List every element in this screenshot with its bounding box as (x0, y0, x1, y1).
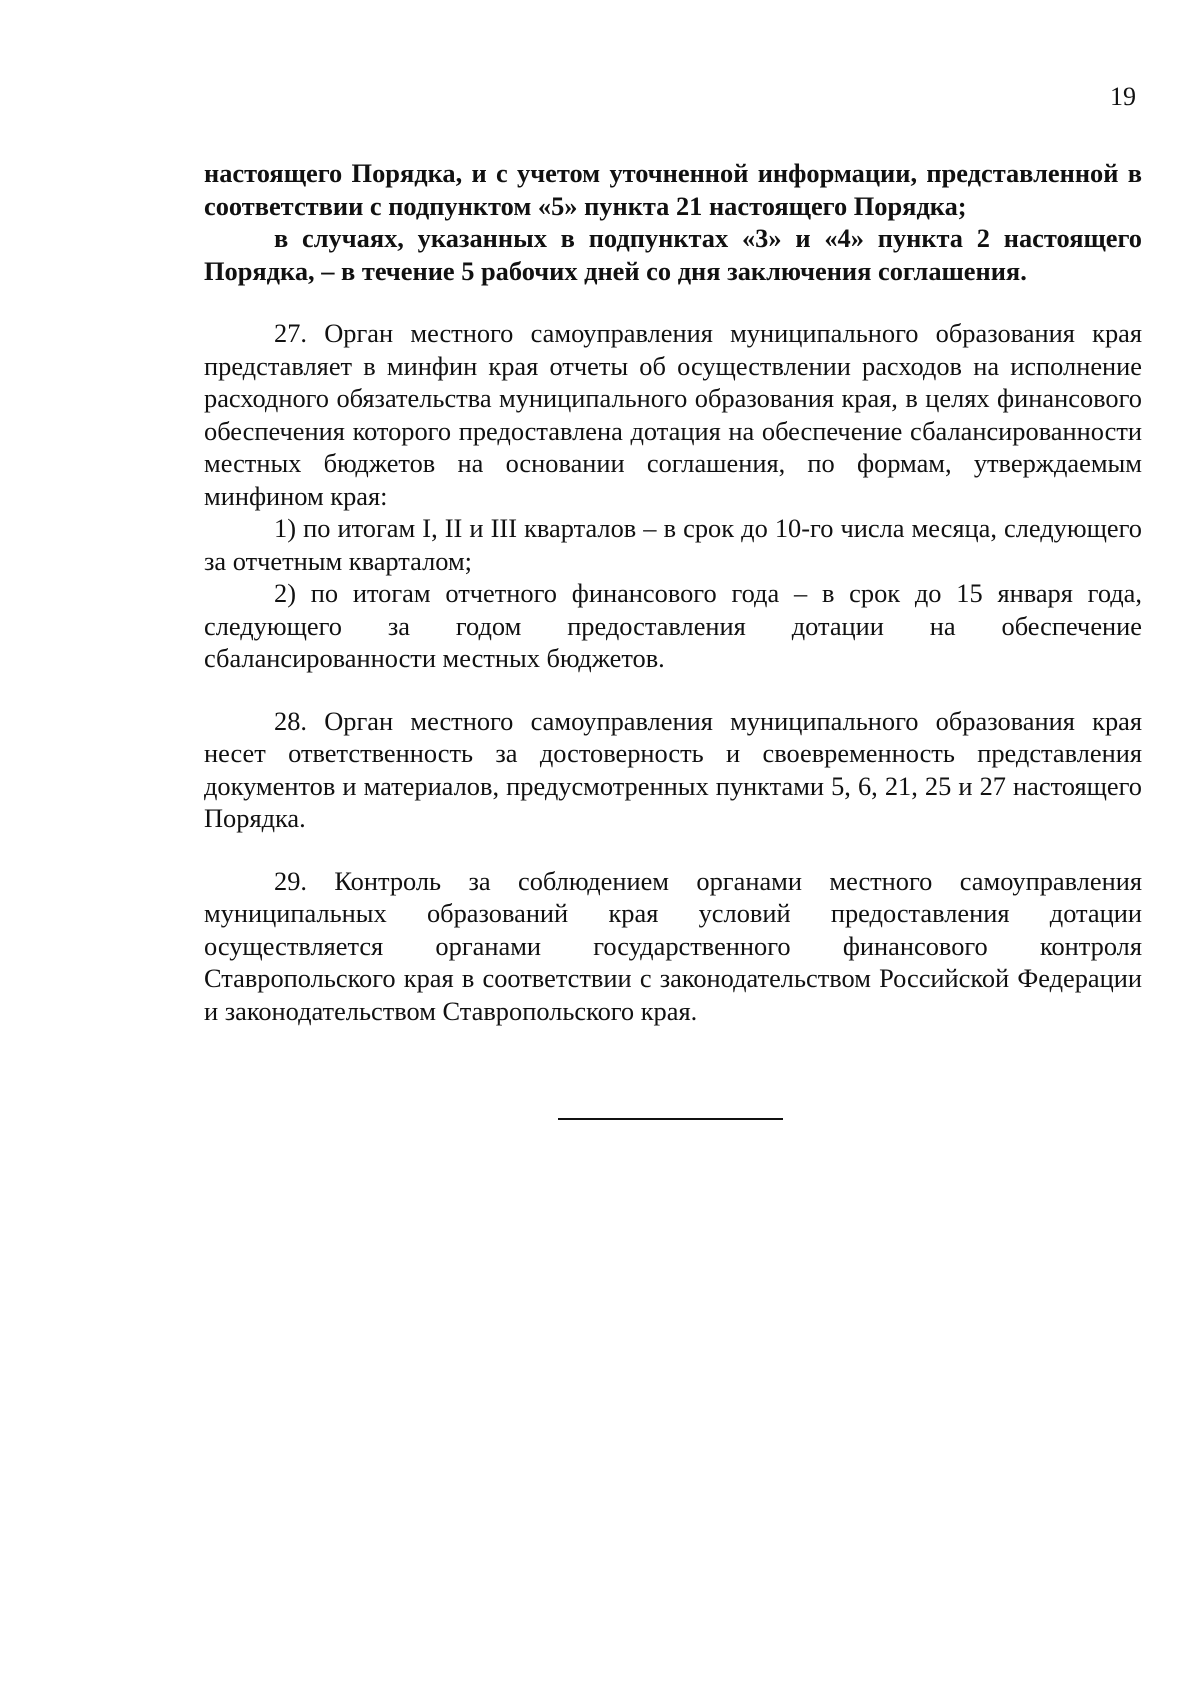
paragraph-cases: в случаях, указанных в подпунктах «3» и «4» пункта 2 настоящего Порядка, – в течение 5 рабочих дней со дня заключения соглашения. (204, 223, 1142, 286)
page-number: 19 (1110, 82, 1136, 111)
end-divider-line (558, 1118, 783, 1120)
paragraph-27-item-1: 1) по итогам I, II и III кварталов – в срок до 10-го числа месяца, следующего за отчетным кварталом; (204, 513, 1142, 576)
paragraph-29: 29. Контроль за соблюдением органами местного самоуправления муниципальных образований края условий предоставления дотации осуществляется органами государственного финансового контроля Ставропольского края в соответствии с законодательством Российской Федерации и законодательством Ставропольского края. (204, 865, 1142, 1026)
paragraph-27-item-2: 2) по итогам отчетного финансового года – в срок до 15 января года, следующего за годом предоставления дотации на обеспечение сбалансированности местных бюджетов. (204, 578, 1142, 673)
document-body (204, 157, 1142, 1027)
paragraph-continuation: настоящего Порядка, и с учетом уточненной информации, представленной в соответствии с подпунктом «5» пункта 21 настоящего Порядка; (204, 158, 1142, 221)
paragraph-27: 27. Орган местного самоуправления муниципального образования края представляет в минфин края отчеты об осуществлении расходов на исполнение расходного обязательства муниципального образования края, в целях финансового обеспечения которого предоставлена дотация на обеспечение сбалансированности местных бюджетов на основании соглашения, по формам, утверждаемым минфином края: (204, 318, 1142, 511)
paragraph-28: 28. Орган местного самоуправления муниципального образования края несет ответственность за достоверность и своевременность представления документов и материалов, предусмотренных пунктами 5, 6, 21, 25 и 27 настоящего Порядка. (204, 705, 1142, 833)
